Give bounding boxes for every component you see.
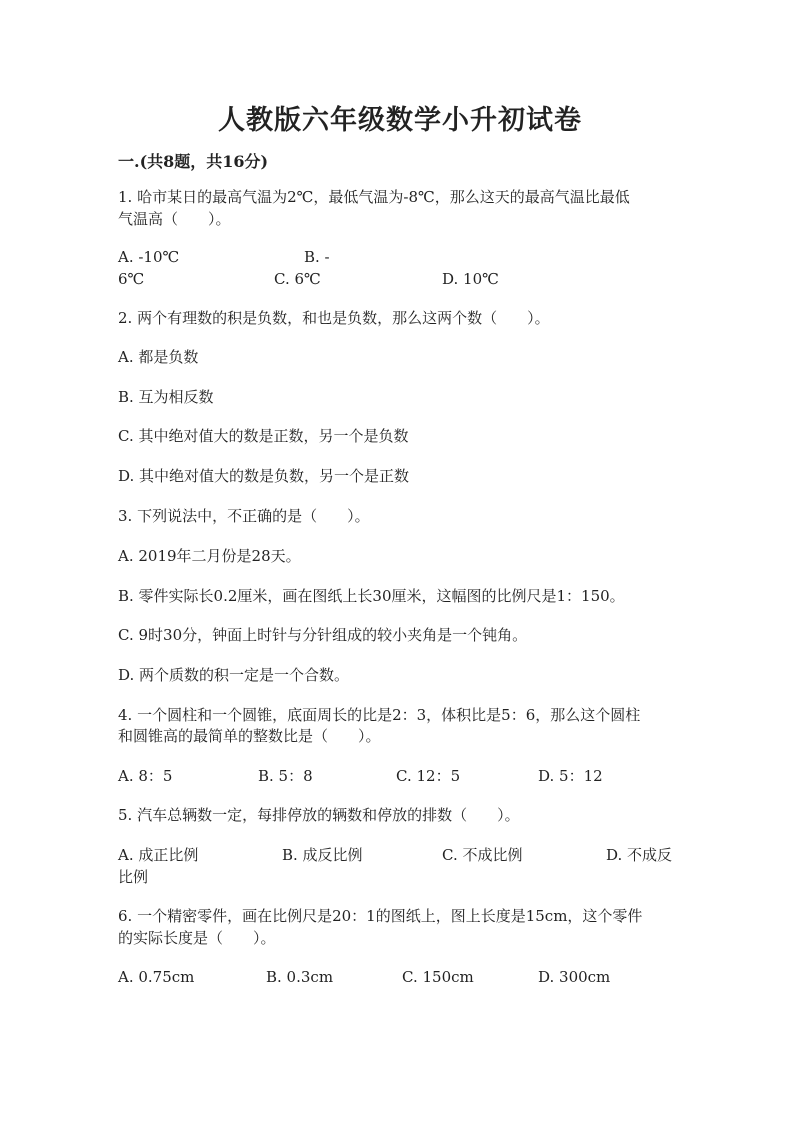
q3-option-c: C. 9时30分，钟面上时针与分针组成的较小夹角是一个钝角。 [118,626,528,644]
q1-stem-line1: 1. 哈市某日的最高气温为2℃，最低气温为-8℃，那么这天的最高气温比最低 [118,188,630,206]
q6-option-c: C. 150cm [402,968,474,986]
q6-option-d: D. 300cm [538,968,611,986]
section-heading: 一.(共8题，共16分) [118,152,269,171]
q3-option-d: D. 两个质数的积一定是一个合数。 [118,666,350,684]
q4-option-a: A. 8：5 [118,767,173,785]
q5-option-c: C. 不成比例 [442,846,523,864]
q6-option-a: A. 0.75cm [118,968,195,986]
q6-option-b: B. 0.3cm [266,968,334,986]
q3-stem: 3. 下列说法中，不正确的是（ ）。 [118,507,370,525]
q4-option-b: B. 5：8 [258,767,313,785]
q2-stem: 2. 两个有理数的积是负数，和也是负数，那么这两个数（ ）。 [118,309,550,327]
q5-option-a: A. 成正比例 [118,846,199,864]
q4-stem-line1: 4. 一个圆柱和一个圆锥，底面周长的比是2：3，体积比是5：6，那么这个圆柱 [118,706,641,724]
q4-option-c: C. 12：5 [396,767,461,785]
q1-option-b-part1: B. - [304,248,330,266]
q2-option-b: B. 互为相反数 [118,388,214,406]
q1-option-d: D. 10℃ [442,270,499,288]
q6-stem-line1: 6. 一个精密零件，画在比例尺是20：1的图纸上，图上长度是15cm，这个零件 [118,907,643,925]
q2-option-a: A. 都是负数 [118,348,199,366]
page-title: 人教版六年级数学小升初试卷 [218,105,582,136]
q1-option-b-part2: 6℃ [118,270,145,288]
q4-option-d: D. 5：12 [538,767,603,785]
q1-option-c: C. 6℃ [274,270,321,288]
q1-option-a: A. -10℃ [118,248,180,266]
q3-option-b: B. 零件实际长0.2厘米，画在图纸上长30厘米，这幅图的比例尺是1：150。 [118,587,625,605]
q2-option-d: D. 其中绝对值大的数是负数，另一个是正数 [118,467,410,485]
q5-option-d-part2: 比例 [118,868,149,886]
q1-stem-line2: 气温高（ ）。 [118,210,231,228]
q3-option-a: A. 2019年二月份是28天。 [118,547,301,565]
q4-stem-line2: 和圆锥高的最简单的整数比是（ ）。 [118,727,381,745]
q2-option-c: C. 其中绝对值大的数是正数，另一个是负数 [118,427,409,445]
q5-option-b: B. 成反比例 [282,846,363,864]
q6-stem-line2: 的实际长度是（ ）。 [118,929,276,947]
q5-option-d-part1: D. 不成反 [606,846,673,864]
q5-stem: 5. 汽车总辆数一定，每排停放的辆数和停放的排数（ ）。 [118,806,520,824]
